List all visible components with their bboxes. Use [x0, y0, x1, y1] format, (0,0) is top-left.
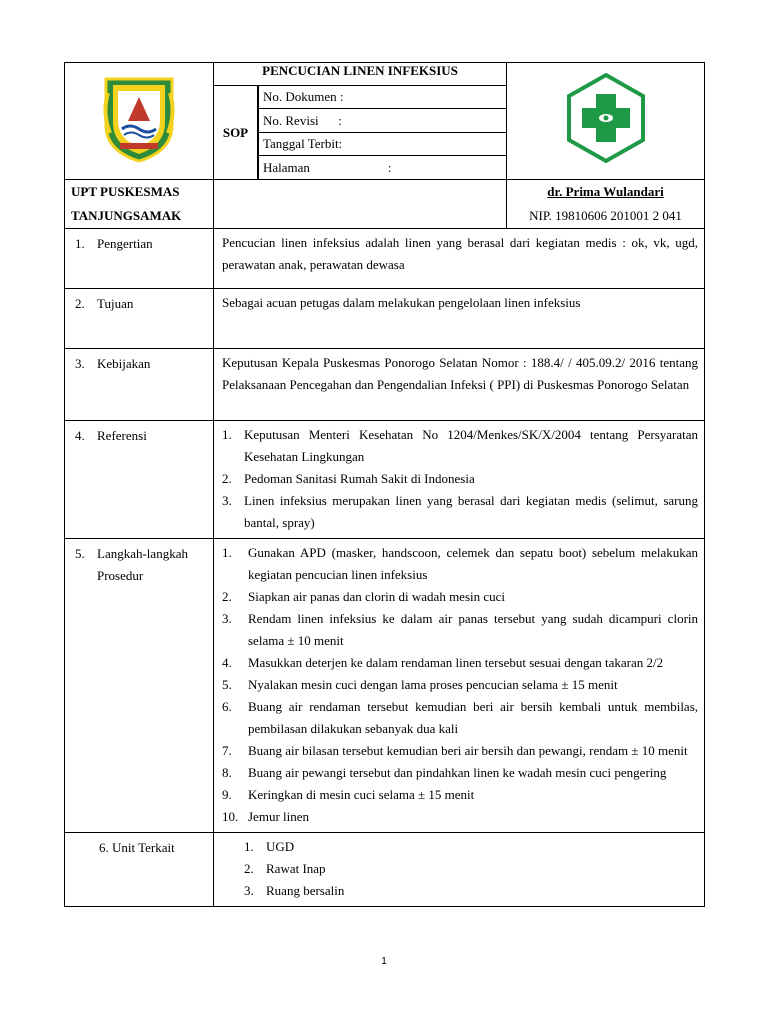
item-text: Pedoman Sanitasi Rumah Sakit di Indonesia — [244, 471, 475, 486]
field-no-revisi: No. Revisi : — [259, 109, 507, 133]
section-label: Referensi — [97, 428, 147, 443]
list-item — [222, 608, 698, 652]
section-label-line2: Prosedur — [97, 568, 144, 583]
puskesmas-cross-icon — [565, 72, 647, 164]
item-number: 1. — [222, 427, 232, 442]
org-line-1: UPT PUSKESMAS — [71, 184, 180, 199]
section-langkah-content — [214, 539, 705, 833]
section-pengertian-text: Pencucian linen infeksius adalah linen yang berasal dari kegiatan medis : ok, vk, ugd, perawatan anak, perawatan dewasa — [214, 229, 705, 289]
list-item — [244, 836, 698, 858]
prosedur-list — [222, 542, 698, 828]
referensi-list — [222, 424, 698, 534]
section-unit-content — [214, 833, 705, 907]
signature-block — [507, 180, 705, 229]
section-label: Kebijakan — [97, 356, 151, 371]
document-info-table — [258, 86, 506, 179]
item-number: 2. — [244, 861, 254, 876]
section-number: 3. — [75, 356, 85, 371]
item-text: Buang air pewangi tersebut dan pindahkan linen ke wadah mesin cuci pengering — [248, 765, 667, 780]
section-number: 2. — [75, 296, 85, 311]
regional-crest-icon — [100, 73, 178, 163]
item-number: 4. — [222, 655, 232, 670]
section-label: 6. Unit Terkait — [99, 840, 175, 855]
list-item — [222, 586, 698, 608]
document-info-cell — [258, 86, 507, 180]
item-number: 8. — [222, 765, 232, 780]
item-text: Ruang bersalin — [266, 883, 345, 898]
item-number: 7. — [222, 743, 232, 758]
item-text: Rendam linen infeksius ke dalam air panas tersebut yang sudah dicampuri clorin selama ± 10 menit — [248, 611, 699, 648]
list-item — [222, 652, 698, 674]
section-unit-label — [65, 833, 214, 907]
item-text: Gunakan APD (masker, handscoon, celemek dan sepatu boot) sebelum melakukan kegiatan pencucian linen infeksius — [248, 545, 699, 582]
section-langkah-label — [65, 539, 214, 833]
item-number: 10. — [222, 809, 239, 824]
item-text: Jemur linen — [248, 809, 310, 824]
item-number: 1. — [222, 545, 232, 560]
item-text: UGD — [266, 839, 295, 854]
item-text: Linen infeksius merupakan linen yang berasal dari kegiatan medis (selimut, sarung bantal, spray) — [244, 493, 699, 530]
list-item — [222, 542, 698, 586]
list-item — [222, 784, 698, 806]
section-tujuan-label — [65, 289, 214, 349]
item-text: Nyalakan mesin cuci dengan lama proses pencucian selama ± 15 menit — [248, 677, 618, 692]
signer-nip: NIP. 19810606 201001 2 041 — [529, 208, 682, 223]
list-item — [222, 424, 698, 468]
list-item — [222, 740, 698, 762]
item-number: 2. — [222, 471, 232, 486]
list-item — [244, 880, 698, 902]
item-text: Buang air rendaman tersebut kemudian beri air bersih kembali untuk membilas, pembilasan dilakukan sebanyak dua kali — [248, 699, 699, 736]
section-kebijakan-text: Keputusan Kepala Puskesmas Ponorogo Selatan Nomor : 188.4/ / 405.09.2/ 2016 tentang Pelaksanaan Pencegahan dan Pengendalian Infeksi ( PPI) di Puskesmas Ponorogo Selatan — [214, 349, 705, 421]
item-number: 3. — [244, 883, 254, 898]
list-item — [222, 806, 698, 828]
blank-cell — [214, 180, 507, 229]
section-label: Pengertian — [97, 236, 153, 251]
item-text: Masukkan deterjen ke dalam rendaman linen tersebut sesuai dengan takaran 2/2 — [248, 655, 664, 670]
item-number: 1. — [244, 839, 254, 854]
sop-document-table — [64, 62, 705, 907]
item-text: Keputusan Menteri Kesehatan No 1204/Menkes/SK/X/2004 tentang Persyaratan Kesehatan Lingkungan — [244, 427, 699, 464]
section-number: 1. — [75, 236, 85, 251]
field-no-dokumen: No. Dokumen : — [259, 86, 507, 109]
item-text: Siapkan air panas dan clorin di wadah mesin cuci — [248, 589, 506, 604]
section-tujuan-text: Sebagai acuan petugas dalam melakukan pengelolaan linen infeksius — [214, 289, 705, 349]
section-label: Tujuan — [97, 296, 134, 311]
item-text: Buang air bilasan tersebut kemudian beri air bersih dan pewangi, rendam ± 10 menit — [248, 743, 688, 758]
item-text: Rawat Inap — [266, 861, 326, 876]
section-referensi-label — [65, 421, 214, 539]
left-logo-cell — [65, 63, 214, 180]
item-number: 3. — [222, 611, 232, 626]
section-pengertian-label — [65, 229, 214, 289]
sop-label: SOP — [214, 86, 258, 180]
org-line-2: TANJUNGSAMAK — [71, 208, 182, 223]
page-number: 1 — [381, 956, 387, 967]
list-item — [222, 468, 698, 490]
document-title: PENCUCIAN LINEN INFEKSIUS — [214, 63, 507, 86]
signer-name: dr. Prima Wulandari — [547, 184, 664, 199]
right-logo-cell — [507, 63, 705, 180]
section-kebijakan-label — [65, 349, 214, 421]
field-halaman: Halaman : — [259, 156, 507, 179]
item-number: 9. — [222, 787, 232, 802]
list-item — [222, 674, 698, 696]
list-item — [244, 858, 698, 880]
list-item — [222, 696, 698, 740]
section-number: 5. — [75, 546, 85, 561]
unit-list — [244, 836, 698, 902]
list-item — [222, 762, 698, 784]
item-number: 2. — [222, 589, 232, 604]
section-referensi-content — [214, 421, 705, 539]
section-label: Langkah-langkah — [97, 546, 188, 561]
item-number: 6. — [222, 699, 232, 714]
organization-name — [65, 180, 214, 229]
item-number: 3. — [222, 493, 232, 508]
field-tanggal-terbit: Tanggal Terbit: — [259, 132, 507, 156]
item-text: Keringkan di mesin cuci selama ± 15 menit — [248, 787, 475, 802]
list-item — [222, 490, 698, 534]
section-number: 4. — [75, 428, 85, 443]
item-number: 5. — [222, 677, 232, 692]
